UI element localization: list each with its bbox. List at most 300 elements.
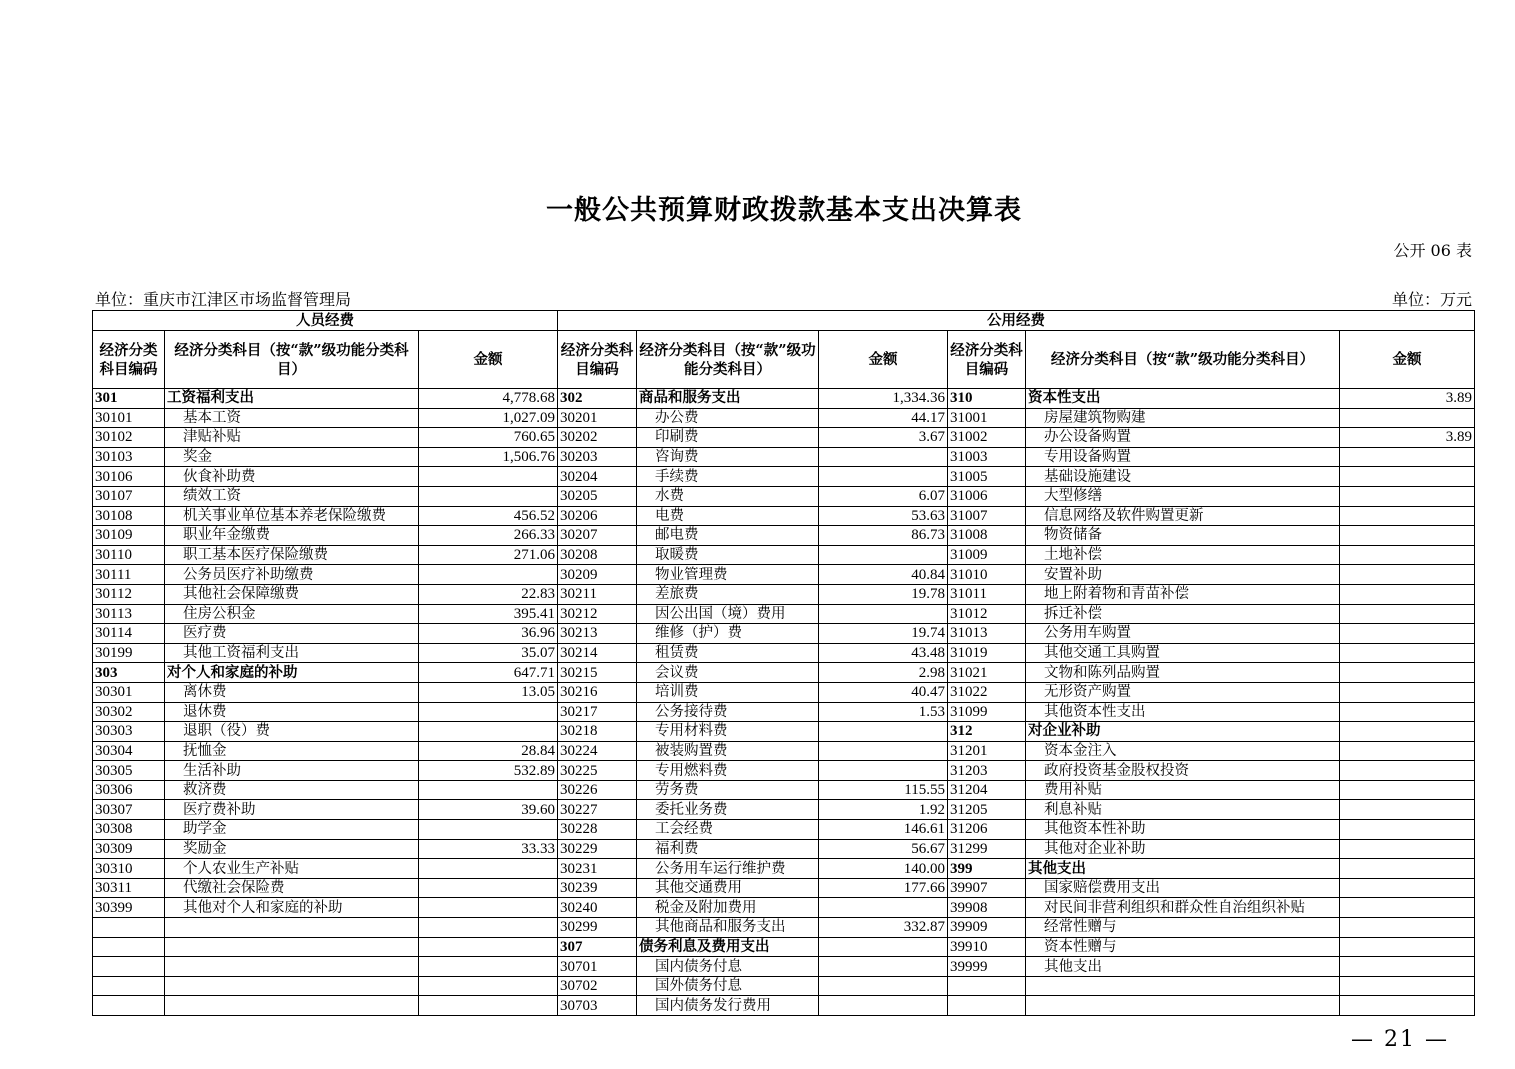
cell-code	[93, 937, 165, 957]
cell-amount	[819, 604, 948, 624]
cell-code: 31022	[948, 682, 1026, 702]
table-row	[93, 643, 1475, 663]
col-code-2: 经济分类科目编码	[558, 331, 637, 389]
group-header-row	[93, 311, 1475, 331]
cell-code	[93, 976, 165, 996]
cell-name: 绩效工资	[165, 486, 419, 506]
form-number: 公开 06 表	[1393, 241, 1472, 260]
cell-code: 30107	[93, 486, 165, 506]
cell-code: 30231	[558, 859, 637, 879]
cell-amount	[1340, 996, 1475, 1016]
cell-code: 30217	[558, 702, 637, 722]
cell-name: 其他支出	[1026, 859, 1340, 879]
cell-name: 培训费	[637, 682, 819, 702]
cell-name: 对企业补助	[1026, 722, 1340, 742]
cell-amount	[1340, 918, 1475, 938]
cell-code	[948, 996, 1026, 1016]
table-row	[93, 584, 1475, 604]
cell-amount: 35.07	[419, 643, 558, 663]
cell-amount	[1340, 722, 1475, 742]
group-personnel: 人员经费	[93, 311, 558, 331]
cell-name: 电费	[637, 506, 819, 526]
cell-name: 委托业务费	[637, 800, 819, 820]
table-row	[93, 780, 1475, 800]
cell-amount	[819, 741, 948, 761]
cell-name: 资本性支出	[1026, 389, 1340, 409]
cell-name: 地上附着物和青苗补偿	[1026, 584, 1340, 604]
page-number: — 21 —	[1351, 1027, 1449, 1052]
cell-name: 退休费	[165, 702, 419, 722]
table-row	[93, 937, 1475, 957]
cell-name: 维修（护）费	[637, 624, 819, 644]
cell-name: 其他商品和服务支出	[637, 918, 819, 938]
cell-name: 租赁费	[637, 643, 819, 663]
cell-name: 对民间非营利组织和群众性自治组织补贴	[1026, 898, 1340, 918]
cell-name: 医疗费补助	[165, 800, 419, 820]
cell-name: 房屋建筑物购建	[1026, 408, 1340, 428]
cell-code: 31005	[948, 467, 1026, 487]
cell-amount: 146.61	[819, 820, 948, 840]
cell-name: 国家赔偿费用支出	[1026, 878, 1340, 898]
cell-name: 机关事业单位基本养老保险缴费	[165, 506, 419, 526]
cell-name: 离休费	[165, 682, 419, 702]
table-row	[93, 447, 1475, 467]
cell-name: 税金及附加费用	[637, 898, 819, 918]
cell-amount	[419, 467, 558, 487]
cell-code: 31006	[948, 486, 1026, 506]
cell-amount	[419, 957, 558, 977]
cell-amount	[819, 898, 948, 918]
cell-code: 30702	[558, 976, 637, 996]
cell-amount: 1,506.76	[419, 447, 558, 467]
cell-amount	[819, 761, 948, 781]
cell-amount: 1.92	[819, 800, 948, 820]
cell-name	[165, 957, 419, 977]
cell-amount	[1340, 898, 1475, 918]
cell-name	[165, 918, 419, 938]
cell-name: 国外债务付息	[637, 976, 819, 996]
cell-code: 30199	[93, 643, 165, 663]
cell-code: 30305	[93, 761, 165, 781]
col-name-2: 经济分类科目（按“款”级功能分类科目）	[637, 331, 819, 389]
cell-name: 退职（役）费	[165, 722, 419, 742]
col-name-3: 经济分类科目（按“款”级功能分类科目）	[1026, 331, 1340, 389]
cell-amount: 647.71	[419, 663, 558, 683]
table-row	[93, 820, 1475, 840]
cell-code: 31013	[948, 624, 1026, 644]
cell-name: 邮电费	[637, 526, 819, 546]
cell-amount	[1340, 624, 1475, 644]
cell-code: 31019	[948, 643, 1026, 663]
cell-amount: 40.84	[819, 565, 948, 585]
cell-amount	[819, 957, 948, 977]
table-row	[93, 545, 1475, 565]
cell-code: 30114	[93, 624, 165, 644]
cell-name: 印刷费	[637, 428, 819, 448]
cell-name: 资本金注入	[1026, 741, 1340, 761]
cell-name: 公务用车运行维护费	[637, 859, 819, 879]
cell-amount: 456.52	[419, 506, 558, 526]
cell-amount	[419, 702, 558, 722]
cell-name: 其他支出	[1026, 957, 1340, 977]
cell-code: 399	[948, 859, 1026, 879]
cell-code: 30208	[558, 545, 637, 565]
cell-amount	[1340, 800, 1475, 820]
cell-name: 经常性赠与	[1026, 918, 1340, 938]
cell-name: 住房公积金	[165, 604, 419, 624]
cell-name: 其他资本性补助	[1026, 820, 1340, 840]
cell-code: 30109	[93, 526, 165, 546]
cell-code: 30102	[93, 428, 165, 448]
cell-name	[165, 996, 419, 1016]
table-row	[93, 408, 1475, 428]
table-row	[93, 682, 1475, 702]
cell-amount	[1340, 545, 1475, 565]
cell-name: 职业年金缴费	[165, 526, 419, 546]
cell-amount	[1340, 486, 1475, 506]
cell-name: 资本性赠与	[1026, 937, 1340, 957]
table-row	[93, 859, 1475, 879]
cell-amount	[1340, 839, 1475, 859]
cell-code	[93, 957, 165, 977]
cell-name: 办公费	[637, 408, 819, 428]
cell-amount: 2.98	[819, 663, 948, 683]
cell-name: 拆迁补偿	[1026, 604, 1340, 624]
cell-code: 30212	[558, 604, 637, 624]
table-row	[93, 604, 1475, 624]
cell-amount	[1340, 663, 1475, 683]
cell-code: 31003	[948, 447, 1026, 467]
cell-code: 312	[948, 722, 1026, 742]
col-amount-3: 金额	[1340, 331, 1475, 389]
cell-name	[1026, 996, 1340, 1016]
cell-amount	[1340, 957, 1475, 977]
cell-code: 30226	[558, 780, 637, 800]
cell-name: 土地补偿	[1026, 545, 1340, 565]
table-row	[93, 526, 1475, 546]
cell-name: 债务利息及费用支出	[637, 937, 819, 957]
cell-name: 福利费	[637, 839, 819, 859]
cell-amount	[1340, 447, 1475, 467]
cell-amount	[419, 976, 558, 996]
cell-amount: 760.65	[419, 428, 558, 448]
cell-name: 政府投资基金股权投资	[1026, 761, 1340, 781]
cell-name: 信息网络及软件购置更新	[1026, 506, 1340, 526]
cell-code: 30310	[93, 859, 165, 879]
cell-code: 31206	[948, 820, 1026, 840]
cell-code: 30211	[558, 584, 637, 604]
cell-code: 30228	[558, 820, 637, 840]
cell-code: 30204	[558, 467, 637, 487]
cell-amount: 177.66	[819, 878, 948, 898]
cell-code: 30239	[558, 878, 637, 898]
cell-code: 30207	[558, 526, 637, 546]
cell-code: 31008	[948, 526, 1026, 546]
cell-name: 利息补贴	[1026, 800, 1340, 820]
cell-code: 30113	[93, 604, 165, 624]
cell-name: 国内债务发行费用	[637, 996, 819, 1016]
cell-name: 大型修缮	[1026, 486, 1340, 506]
cell-amount	[419, 937, 558, 957]
cell-name: 其他资本性支出	[1026, 702, 1340, 722]
cell-amount	[1340, 526, 1475, 546]
table-row	[93, 957, 1475, 977]
table-row	[93, 800, 1475, 820]
cell-code: 39907	[948, 878, 1026, 898]
cell-name: 专用燃料费	[637, 761, 819, 781]
cell-amount: 115.55	[819, 780, 948, 800]
cell-code: 31012	[948, 604, 1026, 624]
cell-name	[1026, 976, 1340, 996]
cell-amount: 19.74	[819, 624, 948, 644]
cell-name: 咨询费	[637, 447, 819, 467]
cell-code: 30202	[558, 428, 637, 448]
cell-amount: 28.84	[419, 741, 558, 761]
cell-amount: 40.47	[819, 682, 948, 702]
cell-code: 30399	[93, 898, 165, 918]
cell-name: 费用补贴	[1026, 780, 1340, 800]
cell-amount: 3.67	[819, 428, 948, 448]
table-row	[93, 996, 1475, 1016]
cell-amount	[1340, 565, 1475, 585]
cell-code: 307	[558, 937, 637, 957]
currency-unit: 单位：万元	[1391, 290, 1472, 309]
cell-name: 职工基本医疗保险缴费	[165, 545, 419, 565]
cell-amount: 395.41	[419, 604, 558, 624]
cell-amount	[419, 722, 558, 742]
column-header-row	[93, 331, 1475, 389]
cell-code: 302	[558, 389, 637, 409]
cell-code: 30108	[93, 506, 165, 526]
cell-code: 30302	[93, 702, 165, 722]
cell-amount	[819, 545, 948, 565]
cell-amount	[1340, 604, 1475, 624]
cell-amount: 44.17	[819, 408, 948, 428]
cell-name: 无形资产购置	[1026, 682, 1340, 702]
cell-name: 劳务费	[637, 780, 819, 800]
cell-code: 39999	[948, 957, 1026, 977]
cell-code: 30111	[93, 565, 165, 585]
cell-code: 30216	[558, 682, 637, 702]
cell-code: 30218	[558, 722, 637, 742]
col-code-3: 经济分类科目编码	[948, 331, 1026, 389]
cell-amount	[419, 996, 558, 1016]
cell-code: 30701	[558, 957, 637, 977]
cell-name: 其他交通费用	[637, 878, 819, 898]
cell-amount	[1340, 780, 1475, 800]
cell-amount: 53.63	[819, 506, 948, 526]
table-row	[93, 467, 1475, 487]
cell-name: 救济费	[165, 780, 419, 800]
cell-amount	[419, 565, 558, 585]
reporting-unit: 单位：重庆市江津区市场监督管理局	[95, 290, 352, 309]
cell-code: 30703	[558, 996, 637, 1016]
cell-code: 31011	[948, 584, 1026, 604]
group-public: 公用经费	[558, 311, 1475, 331]
cell-name: 奖金	[165, 447, 419, 467]
col-amount-1: 金额	[419, 331, 558, 389]
cell-code: 30311	[93, 878, 165, 898]
cell-code: 30101	[93, 408, 165, 428]
cell-code: 30213	[558, 624, 637, 644]
cell-code: 30112	[93, 584, 165, 604]
cell-code: 31205	[948, 800, 1026, 820]
cell-amount: 36.96	[419, 624, 558, 644]
cell-name: 公务员医疗补助缴费	[165, 565, 419, 585]
cell-amount: 33.33	[419, 839, 558, 859]
cell-name: 商品和服务支出	[637, 389, 819, 409]
cell-name: 水费	[637, 486, 819, 506]
cell-code: 30304	[93, 741, 165, 761]
cell-amount: 266.33	[419, 526, 558, 546]
cell-name: 国内债务付息	[637, 957, 819, 977]
cell-code: 30106	[93, 467, 165, 487]
cell-code: 30214	[558, 643, 637, 663]
cell-amount	[1340, 408, 1475, 428]
cell-code: 30306	[93, 780, 165, 800]
table-row	[93, 624, 1475, 644]
cell-amount: 6.07	[819, 486, 948, 506]
cell-amount: 532.89	[419, 761, 558, 781]
cell-amount: 43.48	[819, 643, 948, 663]
cell-name	[165, 937, 419, 957]
table-row	[93, 761, 1475, 781]
cell-code: 31099	[948, 702, 1026, 722]
cell-name: 伙食补助费	[165, 467, 419, 487]
cell-name: 专用设备购置	[1026, 447, 1340, 467]
cell-amount	[819, 447, 948, 467]
cell-name: 办公设备购置	[1026, 428, 1340, 448]
cell-amount: 1.53	[819, 702, 948, 722]
cell-code: 30308	[93, 820, 165, 840]
cell-code: 310	[948, 389, 1026, 409]
cell-amount	[1340, 682, 1475, 702]
table-row	[93, 976, 1475, 996]
cell-amount: 1,334.36	[819, 389, 948, 409]
cell-code: 30307	[93, 800, 165, 820]
cell-amount	[419, 820, 558, 840]
cell-name: 其他社会保障缴费	[165, 584, 419, 604]
cell-name: 手续费	[637, 467, 819, 487]
cell-code: 30229	[558, 839, 637, 859]
table-row	[93, 741, 1475, 761]
cell-amount: 13.05	[419, 682, 558, 702]
cell-amount	[1340, 859, 1475, 879]
cell-name: 差旅费	[637, 584, 819, 604]
cell-name: 物业管理费	[637, 565, 819, 585]
cell-code: 30203	[558, 447, 637, 467]
cell-amount	[819, 976, 948, 996]
cell-amount: 22.83	[419, 584, 558, 604]
table-row	[93, 898, 1475, 918]
cell-amount: 39.60	[419, 800, 558, 820]
cell-amount	[419, 486, 558, 506]
cell-name: 生活补助	[165, 761, 419, 781]
cell-name: 安置补助	[1026, 565, 1340, 585]
col-name-1: 经济分类科目（按“款”级功能分类科目）	[165, 331, 419, 389]
cell-amount	[1340, 643, 1475, 663]
cell-code: 30303	[93, 722, 165, 742]
cell-code: 31201	[948, 741, 1026, 761]
cell-name: 医疗费	[165, 624, 419, 644]
cell-code	[93, 996, 165, 1016]
cell-amount: 3.89	[1340, 428, 1475, 448]
cell-amount: 1,027.09	[419, 408, 558, 428]
cell-amount	[819, 937, 948, 957]
cell-code	[948, 976, 1026, 996]
cell-name: 抚恤金	[165, 741, 419, 761]
cell-amount: 140.00	[819, 859, 948, 879]
cell-code: 31010	[948, 565, 1026, 585]
cell-code: 30240	[558, 898, 637, 918]
cell-code: 31007	[948, 506, 1026, 526]
cell-name: 取暖费	[637, 545, 819, 565]
cell-amount	[1340, 467, 1475, 487]
cell-name: 其他工资福利支出	[165, 643, 419, 663]
cell-amount: 19.78	[819, 584, 948, 604]
table-row	[93, 428, 1475, 448]
cell-amount	[819, 467, 948, 487]
cell-code: 30299	[558, 918, 637, 938]
cell-amount	[1340, 937, 1475, 957]
cell-amount	[419, 878, 558, 898]
cell-name: 公务用车购置	[1026, 624, 1340, 644]
cell-code: 31002	[948, 428, 1026, 448]
table-row	[93, 722, 1475, 742]
cell-name: 对个人和家庭的补助	[165, 663, 419, 683]
cell-name: 文物和陈列品购置	[1026, 663, 1340, 683]
table-row	[93, 565, 1475, 585]
cell-amount	[1340, 820, 1475, 840]
cell-name: 被装购置费	[637, 741, 819, 761]
cell-name: 其他交通工具购置	[1026, 643, 1340, 663]
table-row	[93, 878, 1475, 898]
cell-code: 30205	[558, 486, 637, 506]
table-row	[93, 918, 1475, 938]
cell-amount	[419, 859, 558, 879]
cell-name: 因公出国（境）费用	[637, 604, 819, 624]
cell-code: 39909	[948, 918, 1026, 938]
cell-code: 39908	[948, 898, 1026, 918]
cell-name: 会议费	[637, 663, 819, 683]
cell-name: 津贴补贴	[165, 428, 419, 448]
cell-code: 30215	[558, 663, 637, 683]
cell-name: 物资储备	[1026, 526, 1340, 546]
cell-amount	[1340, 761, 1475, 781]
table-row	[93, 506, 1475, 526]
page-title: 一般公共预算财政拨款基本支出决算表	[546, 195, 1022, 226]
cell-code: 30201	[558, 408, 637, 428]
cell-amount: 86.73	[819, 526, 948, 546]
cell-amount	[1340, 506, 1475, 526]
cell-code: 30224	[558, 741, 637, 761]
cell-amount	[419, 918, 558, 938]
col-amount-2: 金额	[819, 331, 948, 389]
table-row	[93, 839, 1475, 859]
cell-name: 工会经费	[637, 820, 819, 840]
cell-name: 个人农业生产补贴	[165, 859, 419, 879]
cell-code	[93, 918, 165, 938]
cell-code: 31204	[948, 780, 1026, 800]
cell-amount: 4,778.68	[419, 389, 558, 409]
cell-code: 39910	[948, 937, 1026, 957]
cell-code: 31021	[948, 663, 1026, 683]
cell-name: 工资福利支出	[165, 389, 419, 409]
cell-name: 专用材料费	[637, 722, 819, 742]
cell-amount: 271.06	[419, 545, 558, 565]
table-row	[93, 389, 1475, 409]
cell-amount	[419, 898, 558, 918]
